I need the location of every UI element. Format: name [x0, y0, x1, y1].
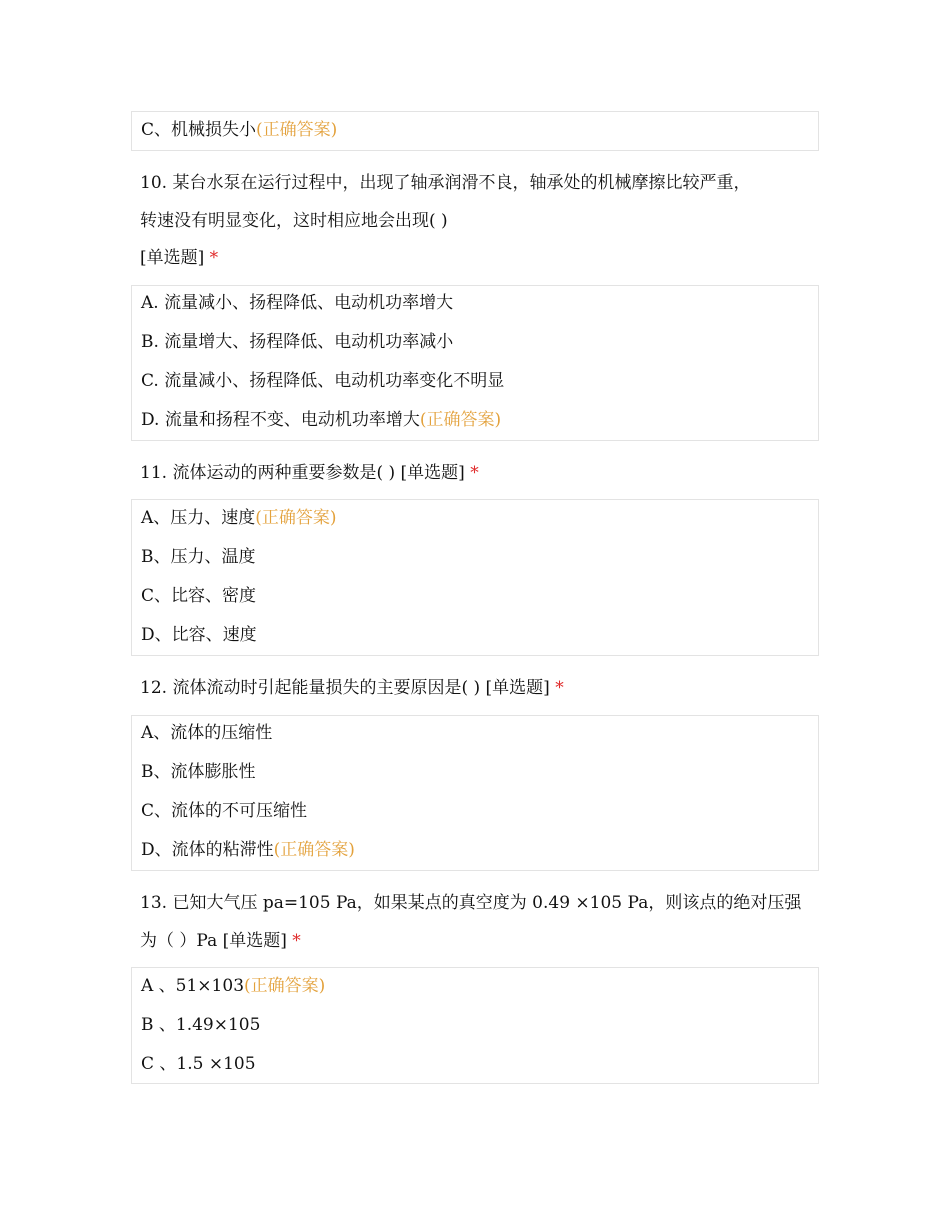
question-type: [单选题]: [140, 248, 205, 268]
question-text: 12. 流体流动时引起能量损失的主要原因是( ) [单选题]: [140, 678, 550, 698]
option-text: C、比容、密度: [141, 586, 257, 606]
q10-text-line1: 10. 某台水泵在运行过程中，出现了轴承润滑不良，轴承处的机械摩擦比较严重，: [140, 173, 751, 193]
q11-text-line: [140, 462, 479, 484]
q9-option-c: [141, 120, 337, 140]
option-text: B 、1.49×105: [141, 1015, 261, 1035]
option-text: A、流体的压缩性: [141, 723, 273, 743]
option-text: C. 流量减小、扬程降低、电动机功率变化不明显: [141, 371, 505, 391]
required-star: *: [555, 678, 564, 698]
correct-answer-mark: (正确答案): [419, 410, 502, 430]
option-text: A、压力、速度: [141, 508, 256, 528]
option-text: D. 流量和扬程不变、电动机功率增大: [141, 410, 420, 430]
q13-options-box: [131, 967, 819, 1084]
q12-option-d: [141, 840, 355, 860]
required-star: *: [209, 248, 219, 268]
q12-option-c: [141, 801, 307, 821]
q10-option-a: [141, 293, 453, 313]
option-text: B、压力、温度: [141, 547, 256, 567]
q11-option-a: [141, 508, 337, 528]
q10-option-b: [141, 332, 453, 352]
option-text: D、流体的粘滞性: [141, 840, 274, 860]
option-text: C、流体的不可压缩性: [141, 801, 308, 821]
question-text: 11. 流体运动的两种重要参数是( ) [单选题]: [140, 463, 465, 483]
option-text: C 、1.5 ×105: [141, 1054, 256, 1074]
q12-option-a: [141, 723, 272, 743]
required-star: *: [470, 463, 479, 483]
q13-option-a: [141, 976, 325, 996]
correct-answer-mark: (正确答案): [244, 976, 326, 996]
question-text: 为（ ）Pa [单选题]: [140, 931, 287, 951]
q13-option-b: [141, 1015, 260, 1035]
q11-options-box: [131, 499, 819, 656]
q11-option-b: [141, 547, 256, 567]
q12-text-line: [140, 677, 564, 699]
q13-option-c: [141, 1054, 256, 1074]
option-text: A 、51×103: [141, 976, 245, 996]
q11-option-c: [141, 586, 256, 606]
q11-option-d: [141, 625, 257, 645]
q10-option-d: [141, 410, 501, 430]
q13-text-line1: 13. 已知大气压 pa=105 Pa，如果某点的真空度为 0.49 ×105 Pa，则该点的绝对压强: [140, 893, 802, 913]
required-star: *: [292, 931, 301, 951]
option-text: B. 流量增大、扬程降低、电动机功率减小: [141, 332, 454, 352]
q10-text-line2: 转速没有明显变化，这时相应地会出现( ): [140, 211, 448, 231]
option-text: B、流体膨胀性: [141, 762, 256, 782]
correct-answer-mark: (正确答案): [256, 120, 338, 140]
q13-text-line2: [140, 930, 301, 952]
q12-option-b: [141, 762, 256, 782]
option-text: A. 流量减小、扬程降低、电动机功率增大: [141, 293, 454, 313]
correct-answer-mark: (正确答案): [255, 508, 337, 528]
correct-answer-mark: (正确答案): [273, 840, 355, 860]
option-text: C、机械损失小: [141, 120, 257, 140]
option-text: D、比容、速度: [141, 625, 257, 645]
q12-options-box: [131, 715, 819, 871]
q9-options-box: [131, 111, 819, 151]
q10-option-c: [141, 371, 504, 391]
q10-options-box: [131, 285, 819, 441]
q10-type-line: [140, 247, 218, 269]
